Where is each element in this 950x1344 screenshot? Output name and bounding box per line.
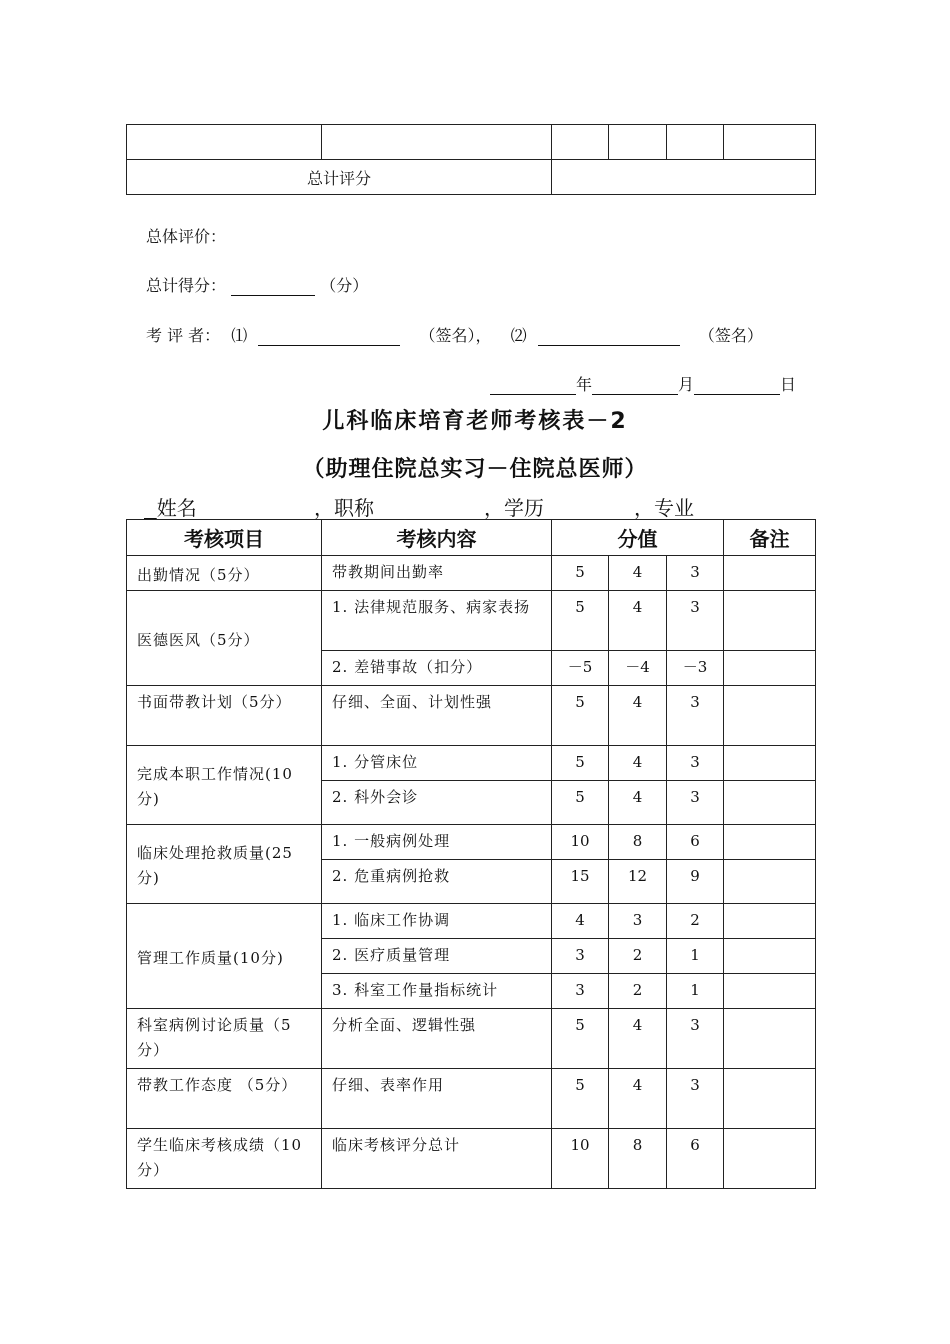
score-cell: 3 bbox=[667, 1069, 724, 1129]
total-score-label: 总计得分： bbox=[146, 276, 227, 295]
score-cell: 3 bbox=[667, 591, 724, 651]
score-cell: 3 bbox=[552, 974, 609, 1009]
score-cell: 1 bbox=[667, 939, 724, 974]
table-row bbox=[127, 1009, 816, 1069]
score-cell: 5 bbox=[552, 746, 609, 781]
total-score-cell[interactable] bbox=[552, 160, 816, 195]
examiners-label: 考 评 者： bbox=[146, 326, 221, 345]
remark-cell[interactable] bbox=[724, 591, 816, 651]
header-content: 考核内容 bbox=[322, 520, 552, 556]
examiner-1-sign-label: （签名） bbox=[419, 326, 476, 345]
blank-cell[interactable] bbox=[322, 125, 552, 160]
score-cell: 4 bbox=[609, 556, 667, 591]
score-cell: 10 bbox=[552, 825, 609, 860]
score-cell: 6 bbox=[667, 1129, 724, 1189]
score-cell: 5 bbox=[552, 781, 609, 825]
year-label: 年 bbox=[576, 375, 593, 394]
table-row bbox=[127, 904, 816, 939]
overall-eval-label: 总体评价： bbox=[146, 227, 227, 246]
remark-cell[interactable] bbox=[724, 939, 816, 974]
remark-cell[interactable] bbox=[724, 651, 816, 686]
header-remark: 备注 bbox=[724, 520, 816, 556]
item-cell: 学生临床考核成绩（10分） bbox=[127, 1129, 322, 1189]
item-cell: 医德医风（5分） bbox=[127, 591, 322, 686]
year-blank[interactable] bbox=[490, 376, 576, 395]
header-item: 考核项目 bbox=[127, 520, 322, 556]
education-label: ，学历 bbox=[484, 496, 544, 520]
score-cell: 5 bbox=[552, 1009, 609, 1069]
score-cell: 5 bbox=[552, 1069, 609, 1129]
score-cell: 3 bbox=[667, 781, 724, 825]
remark-cell[interactable] bbox=[724, 781, 816, 825]
major-field[interactable] bbox=[634, 492, 694, 521]
content-cell: 1. 法律规范服务、病家表扬 bbox=[322, 591, 552, 651]
content-cell: 2. 科外会诊 bbox=[322, 781, 552, 825]
score-cell: 4 bbox=[609, 781, 667, 825]
score-cell: 5 bbox=[552, 686, 609, 746]
content-cell: 2. 差错事故（扣分） bbox=[322, 651, 552, 686]
content-cell: 2. 危重病例抢救 bbox=[322, 860, 552, 904]
personal-info-row bbox=[144, 492, 694, 521]
content-cell: 1. 临床工作协调 bbox=[322, 904, 552, 939]
blank-cell[interactable] bbox=[724, 125, 816, 160]
content-cell: 1. 一般病例处理 bbox=[322, 825, 552, 860]
item-cell: 管理工作质量(10分) bbox=[127, 904, 322, 1009]
table-row bbox=[127, 825, 816, 860]
score-cell: 3 bbox=[667, 1009, 724, 1069]
title-field[interactable] bbox=[314, 492, 484, 521]
remark-cell[interactable] bbox=[724, 686, 816, 746]
content-cell: 3. 科室工作量指标统计 bbox=[322, 974, 552, 1009]
score-cell: 3 bbox=[667, 556, 724, 591]
score-cell: 8 bbox=[609, 825, 667, 860]
content-cell: 临床考核评分总计 bbox=[322, 1129, 552, 1189]
score-cell: 2 bbox=[609, 974, 667, 1009]
score-cell: 15 bbox=[552, 860, 609, 904]
score-cell: 12 bbox=[609, 860, 667, 904]
total-score-line bbox=[146, 273, 368, 296]
content-cell: 1. 分管床位 bbox=[322, 746, 552, 781]
item-cell: 科室病例讨论质量（5分） bbox=[127, 1009, 322, 1069]
total-score-label: 总计评分 bbox=[127, 160, 552, 195]
day-blank[interactable] bbox=[694, 376, 780, 395]
examiner-2-signature-blank[interactable] bbox=[538, 327, 680, 346]
score-cell: 4 bbox=[609, 1009, 667, 1069]
score-cell: 3 bbox=[667, 686, 724, 746]
score-cell: －5 bbox=[552, 651, 609, 686]
total-row bbox=[127, 160, 816, 195]
content-cell: 分析全面、逻辑性强 bbox=[322, 1009, 552, 1069]
total-score-blank[interactable] bbox=[231, 277, 315, 296]
score-cell: 9 bbox=[667, 860, 724, 904]
examiner-2-number: ⑵ bbox=[510, 326, 527, 345]
content-cell: 仔细、表率作用 bbox=[322, 1069, 552, 1129]
header-score: 分值 bbox=[552, 520, 724, 556]
total-score-unit: （分） bbox=[320, 276, 369, 295]
table-row bbox=[127, 686, 816, 746]
name-label: 姓名 bbox=[156, 496, 197, 520]
score-cell: 4 bbox=[552, 904, 609, 939]
education-field[interactable] bbox=[484, 492, 634, 521]
table-row bbox=[127, 746, 816, 781]
remark-cell[interactable] bbox=[724, 974, 816, 1009]
score-cell: －3 bbox=[667, 651, 724, 686]
remark-cell[interactable] bbox=[724, 1069, 816, 1129]
examiner-1-number: ⑴ bbox=[231, 326, 248, 345]
item-cell: 临床处理抢救质量(25分) bbox=[127, 825, 322, 904]
remark-cell[interactable] bbox=[724, 746, 816, 781]
date-line bbox=[490, 372, 796, 395]
remark-cell[interactable] bbox=[724, 825, 816, 860]
month-label: 月 bbox=[678, 375, 695, 394]
major-label: ，专业 bbox=[634, 496, 694, 520]
score-cell: 4 bbox=[609, 746, 667, 781]
separator: ， bbox=[475, 326, 492, 345]
score-summary-table bbox=[126, 124, 816, 195]
content-cell: 2. 医疗质量管理 bbox=[322, 939, 552, 974]
score-cell: 3 bbox=[667, 746, 724, 781]
blank-cell[interactable] bbox=[127, 125, 322, 160]
table-row bbox=[127, 1129, 816, 1189]
score-cell: 10 bbox=[552, 1129, 609, 1189]
table-row bbox=[127, 556, 816, 591]
score-cell: 5 bbox=[552, 556, 609, 591]
remark-cell[interactable] bbox=[724, 860, 816, 904]
score-cell: 2 bbox=[667, 904, 724, 939]
name-field[interactable] bbox=[144, 492, 304, 521]
evaluation-table bbox=[126, 519, 816, 1189]
score-cell: 3 bbox=[552, 939, 609, 974]
score-cell: 2 bbox=[609, 939, 667, 974]
score-cell: －4 bbox=[609, 651, 667, 686]
blank-cell[interactable] bbox=[552, 125, 609, 160]
remark-cell[interactable] bbox=[724, 556, 816, 591]
examiner-1-signature-blank[interactable] bbox=[258, 327, 400, 346]
form-subtitle: （助理住院总实习－住院总医师） bbox=[302, 457, 648, 482]
blank-row bbox=[127, 125, 816, 160]
score-cell: 5 bbox=[552, 591, 609, 651]
month-blank[interactable] bbox=[592, 376, 678, 395]
remark-cell[interactable] bbox=[724, 904, 816, 939]
examiner-2-sign-label: （签名） bbox=[698, 326, 763, 345]
content-cell: 仔细、全面、计划性强 bbox=[322, 686, 552, 746]
item-cell: 带教工作态度 （5分） bbox=[127, 1069, 322, 1129]
blank-cell[interactable] bbox=[609, 125, 667, 160]
score-cell: 3 bbox=[609, 904, 667, 939]
score-cell: 4 bbox=[609, 1069, 667, 1129]
blank-cell[interactable] bbox=[667, 125, 724, 160]
table-row bbox=[127, 591, 816, 651]
item-cell: 完成本职工作情况(10分) bbox=[127, 746, 322, 825]
score-cell: 6 bbox=[667, 825, 724, 860]
score-cell: 8 bbox=[609, 1129, 667, 1189]
score-cell: 1 bbox=[667, 974, 724, 1009]
day-label: 日 bbox=[780, 375, 797, 394]
remark-cell[interactable] bbox=[724, 1129, 816, 1189]
title-label: ，职称 bbox=[314, 496, 374, 520]
examiners-line bbox=[146, 323, 763, 346]
form-title: 儿科临床培育老师考核表－2 bbox=[322, 409, 628, 434]
item-cell: 出勤情况（5分） bbox=[127, 556, 322, 591]
content-cell: 带教期间出勤率 bbox=[322, 556, 552, 591]
remark-cell[interactable] bbox=[724, 1009, 816, 1069]
table-row bbox=[127, 1069, 816, 1129]
score-cell: 4 bbox=[609, 591, 667, 651]
item-cell: 书面带教计划（5分） bbox=[127, 686, 322, 746]
header-row bbox=[127, 520, 816, 556]
score-cell: 4 bbox=[609, 686, 667, 746]
